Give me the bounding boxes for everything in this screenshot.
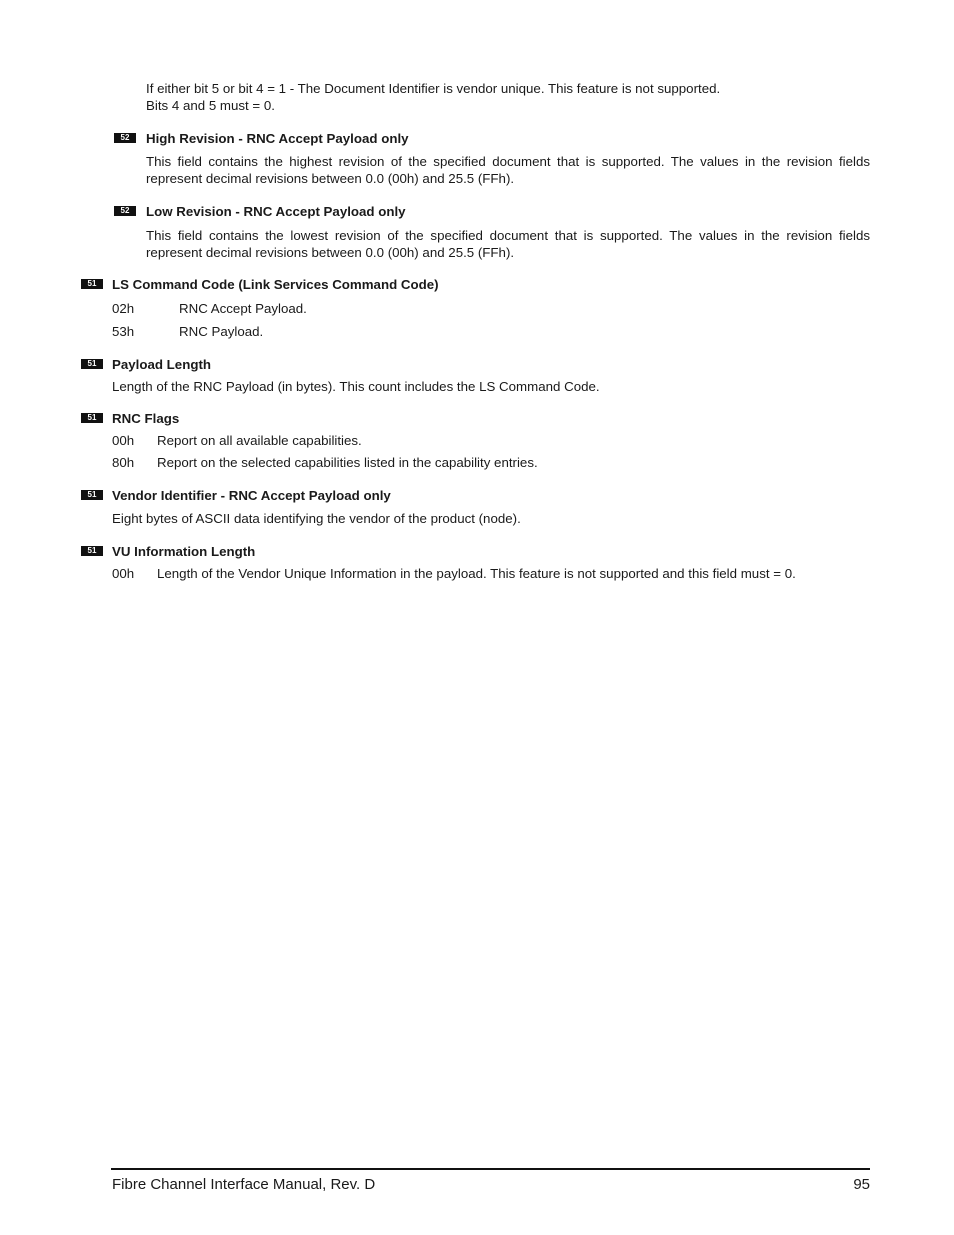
code-value: 53h xyxy=(112,324,135,339)
footer-rule xyxy=(111,1168,870,1170)
code-description: Report on the selected capabilities listed in the capability entries. xyxy=(157,455,538,470)
payload-length-body: Length of the RNC Payload (in bytes). This count includes the LS Command Code. xyxy=(112,379,600,394)
section-badge: 51 xyxy=(81,490,103,500)
intro-line-2: Bits 4 and 5 must = 0. xyxy=(146,98,275,113)
code-value: 00h xyxy=(112,433,135,448)
section-badge: 52 xyxy=(114,133,136,143)
page-number: 95 xyxy=(853,1176,870,1193)
ls-command-code-heading: LS Command Code (Link Services Command Code) xyxy=(112,277,439,292)
code-description: RNC Accept Payload. xyxy=(179,301,307,316)
rnc-flags-heading: RNC Flags xyxy=(112,411,180,426)
low-revision-heading: Low Revision - RNC Accept Payload only xyxy=(146,204,406,219)
intro-line-1: If either bit 5 or bit 4 = 1 - The Document Identifier is vendor unique. This feature is not supported. xyxy=(146,81,721,96)
section-badge: 52 xyxy=(114,206,136,216)
high-revision-body: This field contains the highest revision of the specified document that is supported. The values in the revision fields represent decimal revisions between 0.0 (00h) and 25.5 (FFh). xyxy=(146,154,870,186)
section-badge: 51 xyxy=(81,359,103,369)
high-revision-heading: High Revision - RNC Accept Payload only xyxy=(146,131,409,146)
code-value: 02h xyxy=(112,301,135,316)
code-value: 80h xyxy=(112,455,135,470)
low-revision-body: This field contains the lowest revision of the specified document that is supported. The values in the revision fields represent decimal revisions between 0.0 (00h) and 25.5 (FFh). xyxy=(146,228,870,260)
code-value: 00h xyxy=(112,566,135,581)
section-badge: 51 xyxy=(81,413,103,423)
footer-title: Fibre Channel Interface Manual, Rev. D xyxy=(112,1176,376,1193)
code-description: RNC Payload. xyxy=(179,324,264,339)
vendor-identifier-heading: Vendor Identifier - RNC Accept Payload only xyxy=(112,488,391,503)
vu-information-length-heading: VU Information Length xyxy=(112,544,256,559)
code-description: Report on all available capabilities. xyxy=(157,433,362,448)
vendor-identifier-body: Eight bytes of ASCII data identifying the vendor of the product (node). xyxy=(112,511,521,526)
code-description: Length of the Vendor Unique Information in the payload. This feature is not supported and this field must = 0. xyxy=(157,566,796,581)
section-badge: 51 xyxy=(81,546,103,556)
payload-length-heading: Payload Length xyxy=(112,357,211,372)
section-badge: 51 xyxy=(81,279,103,289)
